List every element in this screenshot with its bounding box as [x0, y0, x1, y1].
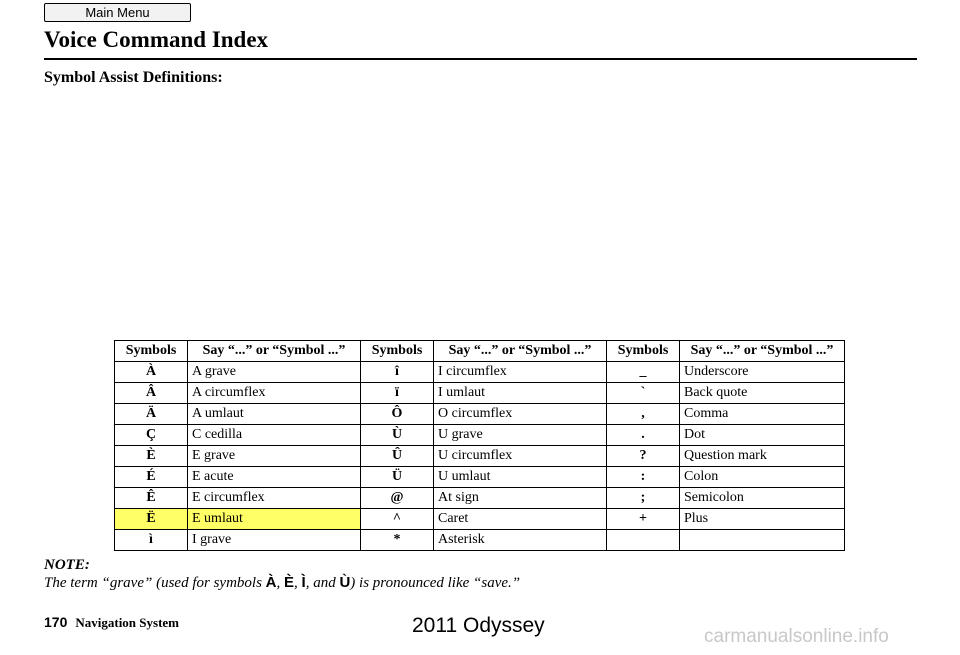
- say-cell: A circumflex: [188, 383, 361, 404]
- symbol-cell: ;: [607, 488, 680, 509]
- symbol-cell-highlighted: Ë: [115, 509, 188, 530]
- symbol-cell: É: [115, 467, 188, 488]
- note-symbol: Ù: [339, 574, 351, 591]
- symbol-cell: Ç: [115, 425, 188, 446]
- symbol-cell: `: [607, 383, 680, 404]
- symbol-cell: Ê: [115, 488, 188, 509]
- note-label: NOTE:: [44, 557, 90, 573]
- say-cell-highlighted: E umlaut: [188, 509, 361, 530]
- column-header-say-1: Say “...” or “Symbol ...”: [188, 341, 361, 362]
- column-header-say-2: Say “...” or “Symbol ...”: [434, 341, 607, 362]
- say-cell: I umlaut: [434, 383, 607, 404]
- symbol-cell: À: [115, 362, 188, 383]
- symbol-cell: Ù: [361, 425, 434, 446]
- table-row: [115, 362, 845, 383]
- site-watermark: carmanualsonline.info: [704, 626, 889, 647]
- table-row: [115, 509, 845, 530]
- section-heading: Symbol Assist Definitions:: [44, 69, 223, 86]
- say-cell: U circumflex: [434, 446, 607, 467]
- say-cell: A grave: [188, 362, 361, 383]
- say-cell: U grave: [434, 425, 607, 446]
- say-cell: E circumflex: [188, 488, 361, 509]
- note-text-before: The term “grave” (used for symbols: [44, 575, 266, 591]
- symbol-cell: _: [607, 362, 680, 383]
- say-cell: E acute: [188, 467, 361, 488]
- say-cell: [680, 530, 845, 551]
- table-row: [115, 467, 845, 488]
- say-cell: Colon: [680, 467, 845, 488]
- symbol-cell: :: [607, 467, 680, 488]
- model-watermark: 2011 Odyssey: [412, 614, 545, 637]
- symbol-cell: Û: [361, 446, 434, 467]
- column-header-symbols-2: Symbols: [361, 341, 434, 362]
- symbol-cell: Ä: [115, 404, 188, 425]
- say-cell: E grave: [188, 446, 361, 467]
- note-text-after: ) is pronounced like “save.”: [350, 575, 521, 591]
- symbol-cell: @: [361, 488, 434, 509]
- column-header-symbols-3: Symbols: [607, 341, 680, 362]
- symbol-cell: +: [607, 509, 680, 530]
- symbol-assist-table: [114, 340, 845, 551]
- note-text: [44, 574, 520, 592]
- table-row: [115, 404, 845, 425]
- say-cell: Comma: [680, 404, 845, 425]
- say-cell: I circumflex: [434, 362, 607, 383]
- table-row: [115, 425, 845, 446]
- column-header-symbols-1: Symbols: [115, 341, 188, 362]
- say-cell: I grave: [188, 530, 361, 551]
- symbol-cell: ,: [607, 404, 680, 425]
- symbol-cell: ì: [115, 530, 188, 551]
- say-cell: C cedilla: [188, 425, 361, 446]
- symbol-cell: ^: [361, 509, 434, 530]
- note-separator: ,: [276, 575, 285, 591]
- note-symbol: Ì: [301, 574, 306, 591]
- main-menu-button[interactable]: Main Menu: [44, 3, 191, 22]
- say-cell: Dot: [680, 425, 845, 446]
- say-cell: Question mark: [680, 446, 845, 467]
- symbol-cell: î: [361, 362, 434, 383]
- note-symbol: À: [265, 574, 277, 591]
- table-row: [115, 383, 845, 404]
- say-cell: Underscore: [680, 362, 845, 383]
- say-cell: At sign: [434, 488, 607, 509]
- table-row: [115, 488, 845, 509]
- page-footer: [44, 614, 179, 631]
- page-title: Voice Command Index: [44, 27, 269, 52]
- table-row: [115, 446, 845, 467]
- say-cell: Asterisk: [434, 530, 607, 551]
- symbol-cell: .: [607, 425, 680, 446]
- symbol-cell: Â: [115, 383, 188, 404]
- say-cell: A umlaut: [188, 404, 361, 425]
- symbol-cell: ï: [361, 383, 434, 404]
- say-cell: Semicolon: [680, 488, 845, 509]
- symbol-cell: Ü: [361, 467, 434, 488]
- title-divider: [44, 58, 917, 60]
- say-cell: Back quote: [680, 383, 845, 404]
- page-number: 170: [44, 614, 68, 630]
- table-header-row: [115, 341, 845, 362]
- say-cell: U umlaut: [434, 467, 607, 488]
- note-separator: ,: [294, 575, 302, 591]
- say-cell: Plus: [680, 509, 845, 530]
- symbol-cell: È: [115, 446, 188, 467]
- column-header-say-3: Say “...” or “Symbol ...”: [680, 341, 845, 362]
- symbol-cell: ?: [607, 446, 680, 467]
- note-separator: , and: [305, 575, 340, 591]
- note-symbol: È: [284, 574, 295, 591]
- table-row: [115, 530, 845, 551]
- symbol-cell: *: [361, 530, 434, 551]
- say-cell: O circumflex: [434, 404, 607, 425]
- symbol-cell: [607, 530, 680, 551]
- symbol-cell: Ô: [361, 404, 434, 425]
- footer-section-name: Navigation System: [75, 615, 179, 630]
- say-cell: Caret: [434, 509, 607, 530]
